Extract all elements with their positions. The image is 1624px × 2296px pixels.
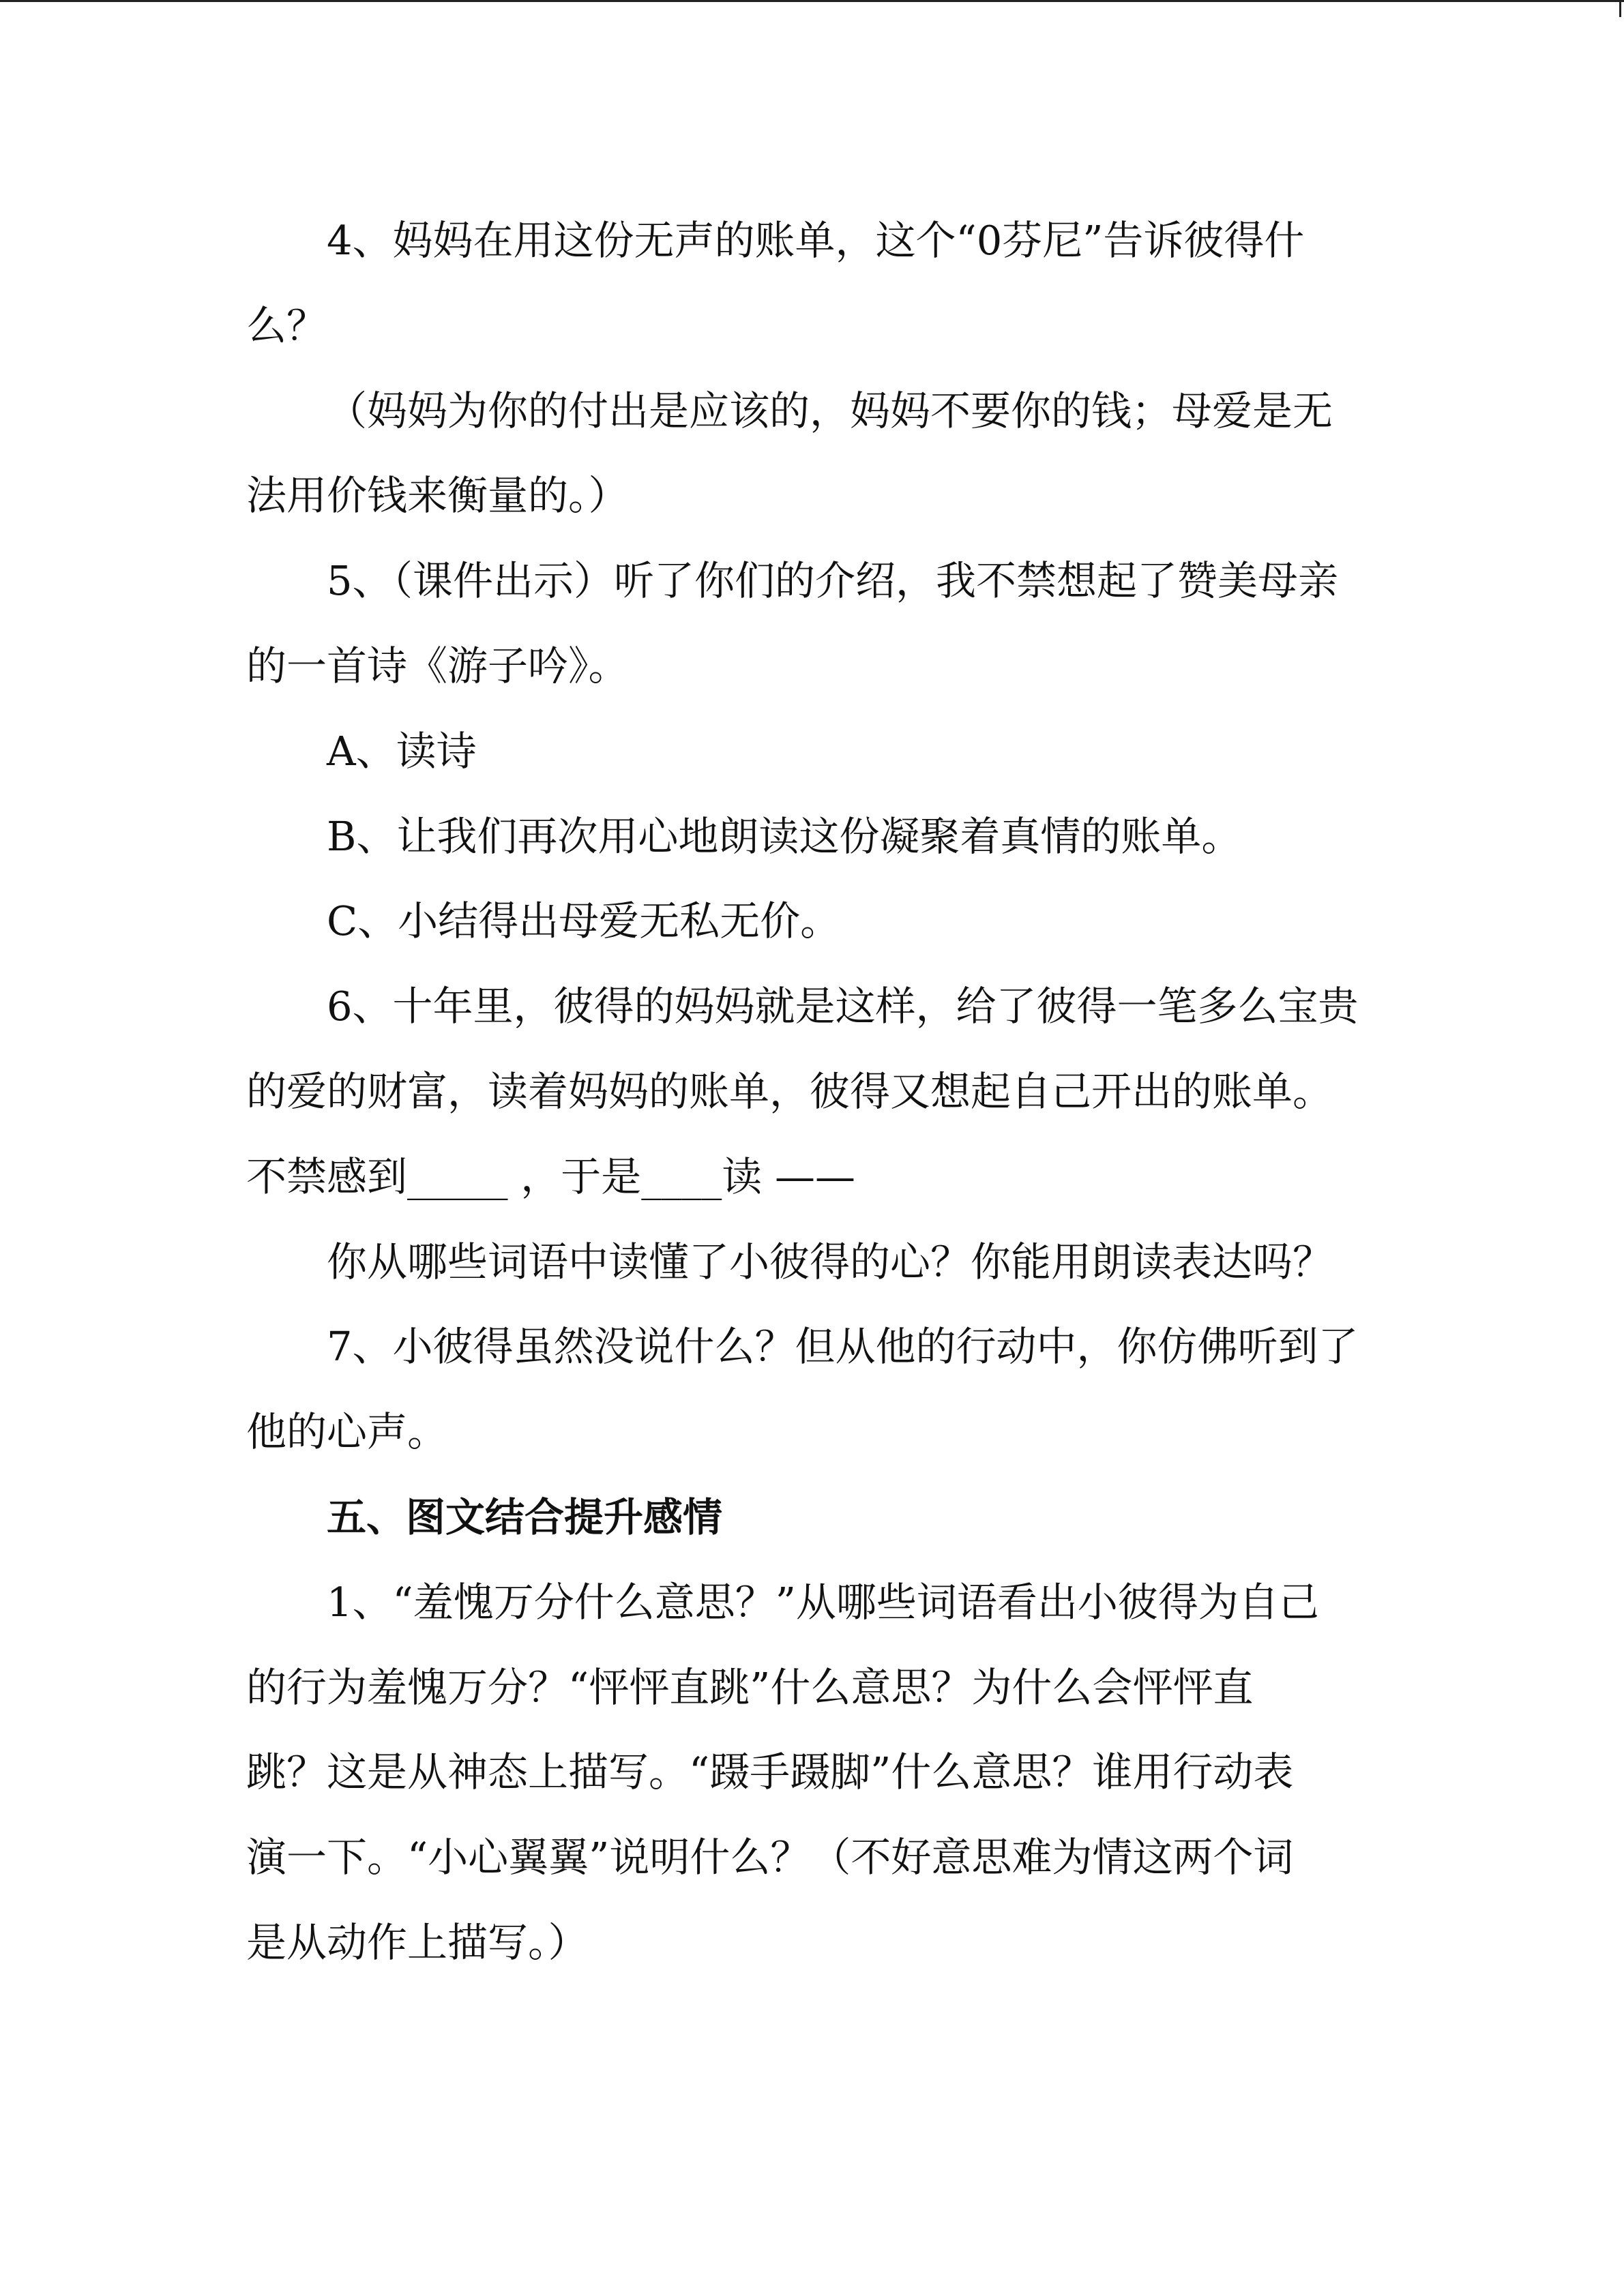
item-6-fill-blank-line: 不禁感到_____ ，于是____读 —— — [246, 1152, 856, 1200]
item-6-line-1: 6、十年里，彼得的妈妈就是这样，给了彼得一笔多么宝贵 — [327, 983, 1359, 1030]
item-4-line-2: 么？ — [246, 301, 327, 349]
item-5-sub-b: B、让我们再次用心地朗读这份凝聚着真情的账单。 — [327, 812, 1242, 860]
section-heading: 五、图文结合提升感情 — [327, 1493, 723, 1540]
item-7-line-1: 7、小彼得虽然没说什么？但从他的行动中，你仿佛听到了 — [327, 1323, 1359, 1371]
item-4-answer-line-1: （妈妈为你的付出是应该的，妈妈不要你的钱；母爱是无 — [327, 387, 1333, 434]
item-5-line-1: 5、（课件出示）听了你们的介绍，我不禁想起了赞美母亲 — [327, 557, 1339, 605]
item-6-line-2: 的爱的财富，读着妈妈的账单，彼得又想起自己开出的账单。 — [246, 1067, 1333, 1115]
section-item-1-line-1: 1、“羞愧万分什么意思？”从哪些词语看出小彼得为自己 — [327, 1578, 1319, 1626]
item-5-sub-c: C、小结得出母爱无私无价。 — [327, 897, 841, 945]
page-edge-mark — [1619, 2, 1621, 17]
item-4-answer-line-2: 法用价钱来衡量的。） — [246, 472, 629, 520]
item-5-sub-a: A、读诗 — [327, 727, 477, 775]
item-5-line-2: 的一首诗《游子吟》。 — [246, 642, 629, 689]
item-4-line-1: 4、妈妈在用这份无声的账单，这个“0芬尼”告诉彼得什 — [327, 217, 1305, 264]
item-6-question: 你从哪些词语中读懂了小彼得的心？你能用朗读表达吗？ — [327, 1238, 1333, 1285]
item-7-line-2: 他的心声。 — [246, 1408, 448, 1456]
section-item-1-line-5: 是从动作上描写。） — [246, 1918, 589, 1966]
section-item-1-line-2: 的行为羞愧万分？“怦怦直跳”什么意思？为什么会怦怦直 — [246, 1663, 1254, 1711]
section-item-1-line-4: 演一下。“小心翼翼”说明什么？（不好意思难为情这两个词 — [246, 1834, 1294, 1881]
section-item-1-line-3: 跳？这是从神态上描写。“蹑手蹑脚”什么意思？谁用行动表 — [246, 1748, 1294, 1796]
document-body — [246, 198, 1406, 1986]
